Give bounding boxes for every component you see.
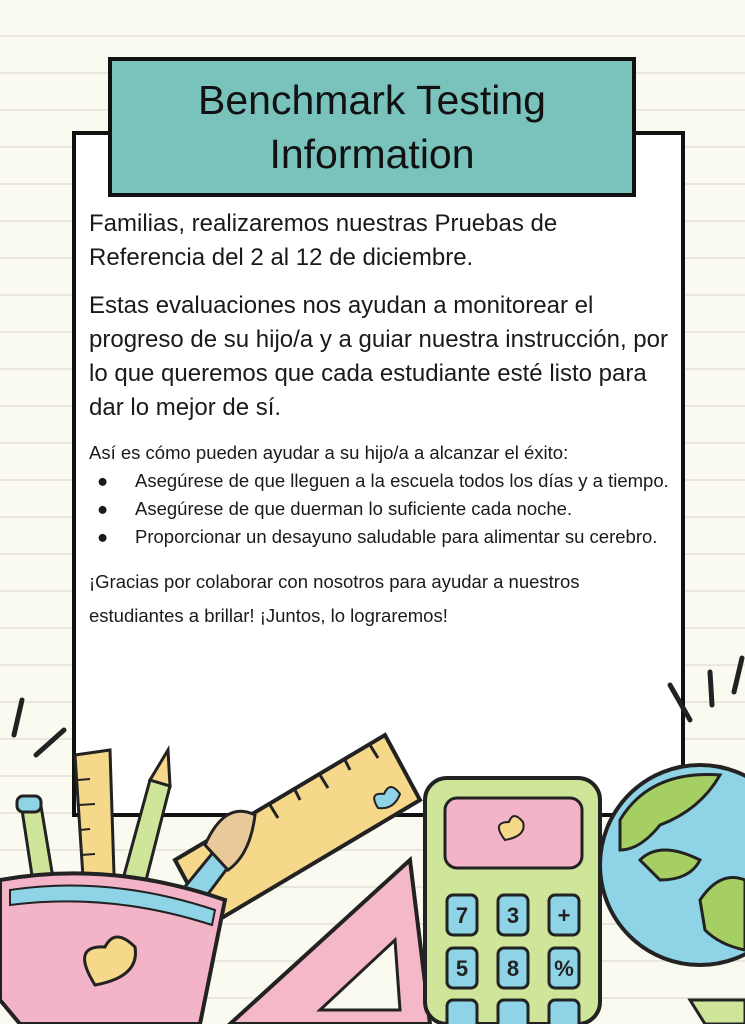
bullet-icon: ●	[97, 470, 109, 491]
purpose-paragraph: Estas evaluaciones nos ayudan a monitorear el progreso de su hijo/a y a guiar nuestra instrucción, por lo que queremos que cada estudiante esté listo para dar lo mejor de sí.	[89, 292, 668, 421]
bullet-icon: ●	[97, 498, 109, 519]
globe-icon	[600, 765, 745, 1024]
notice-body	[89, 207, 669, 633]
calculator-key: 3	[506, 903, 520, 928]
tip-text: Proporcionar un desayuno saludable para alimentar su cerebro.	[135, 526, 658, 547]
tips-list	[89, 467, 669, 551]
page-title: Benchmark Testing Information	[198, 77, 546, 177]
tip-item	[89, 523, 669, 551]
bullet-icon: ●	[97, 526, 109, 547]
tip-item	[89, 495, 669, 523]
calculator-key: 8	[506, 956, 520, 981]
tip-item	[89, 467, 669, 495]
calculator-key: 5	[455, 956, 469, 981]
dates-paragraph: Familias, realizaremos nuestras Pruebas de Referencia del 2 al 12 de diciembre.	[89, 210, 558, 271]
tips-intro: Así es cómo pueden ayudar a su hijo/a a alcanzar el éxito:	[89, 442, 569, 463]
calculator-icon	[425, 778, 600, 1024]
school-supplies-illustration	[0, 640, 745, 1024]
tip-text: Asegúrese de que duerman lo suficiente cada noche.	[135, 498, 573, 519]
calculator-key: +	[557, 903, 571, 928]
calculator-key: 7	[455, 903, 469, 928]
closing-paragraph: ¡Gracias por colaborar con nosotros para ayudar a nuestros estudiantes a brillar! ¡Juntos, lo lograremos!	[89, 571, 580, 626]
calculator-key: %	[554, 956, 574, 981]
tip-text: Asegúrese de que lleguen a la escuela todos los días y a tiempo.	[135, 470, 669, 491]
title-banner	[108, 57, 636, 197]
